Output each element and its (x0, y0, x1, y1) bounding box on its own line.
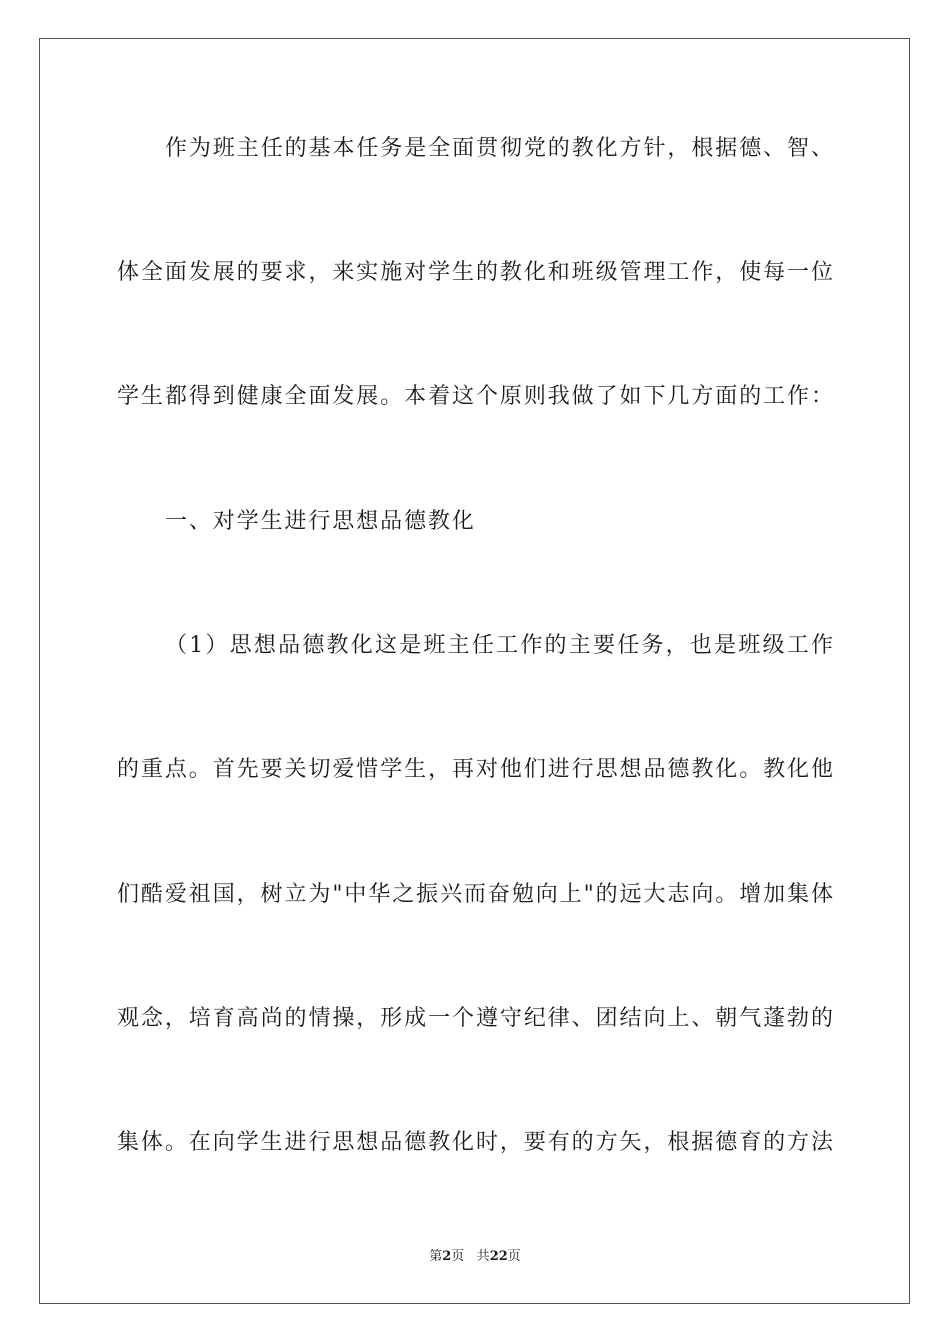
page-footer (0, 1248, 950, 1266)
section-heading: 一、对学生进行思想品德教化 (165, 509, 476, 534)
paragraph-line-7: 们酷爱祖国，树立为"中华之振兴而奋勉向上"的远大志向。增加集体 (117, 882, 833, 907)
paragraph-line-8: 观念，培育高尚的情操，形成一个遵守纪律、团结向上、朝气蓬勃的 (117, 1006, 833, 1031)
footer-total-pages: 22 (489, 1249, 508, 1264)
paragraph-line-1: 作为班主任的基本任务是全面贯彻党的教化方针，根据德、智、 (165, 136, 833, 161)
page-frame (39, 38, 910, 1304)
paragraph-line-3: 学生都得到健康全面发展。本着这个原则我做了如下几方面的工作： (117, 384, 833, 409)
footer-page-number: 2 (442, 1249, 452, 1264)
paragraph-line-9: 集体。在向学生进行思想品德教化时，要有的方矢，根据德育的方法 (117, 1130, 833, 1155)
footer-total-prefix: 共 (476, 1249, 490, 1264)
paragraph-line-5: （1）思想品德教化这是班主任工作的主要任务，也是班级工作 (165, 633, 833, 658)
paragraph-line-6: 的重点。首先要关切爱惜学生，再对他们进行思想品德教化。教化他 (117, 757, 833, 782)
paragraph-line-2: 体全面发展的要求，来实施对学生的教化和班级管理工作，使每一位 (117, 260, 833, 285)
footer-total-suffix: 页 (507, 1249, 521, 1264)
footer-page-suffix: 页 (451, 1249, 465, 1264)
footer-page-prefix: 第 (429, 1249, 443, 1264)
